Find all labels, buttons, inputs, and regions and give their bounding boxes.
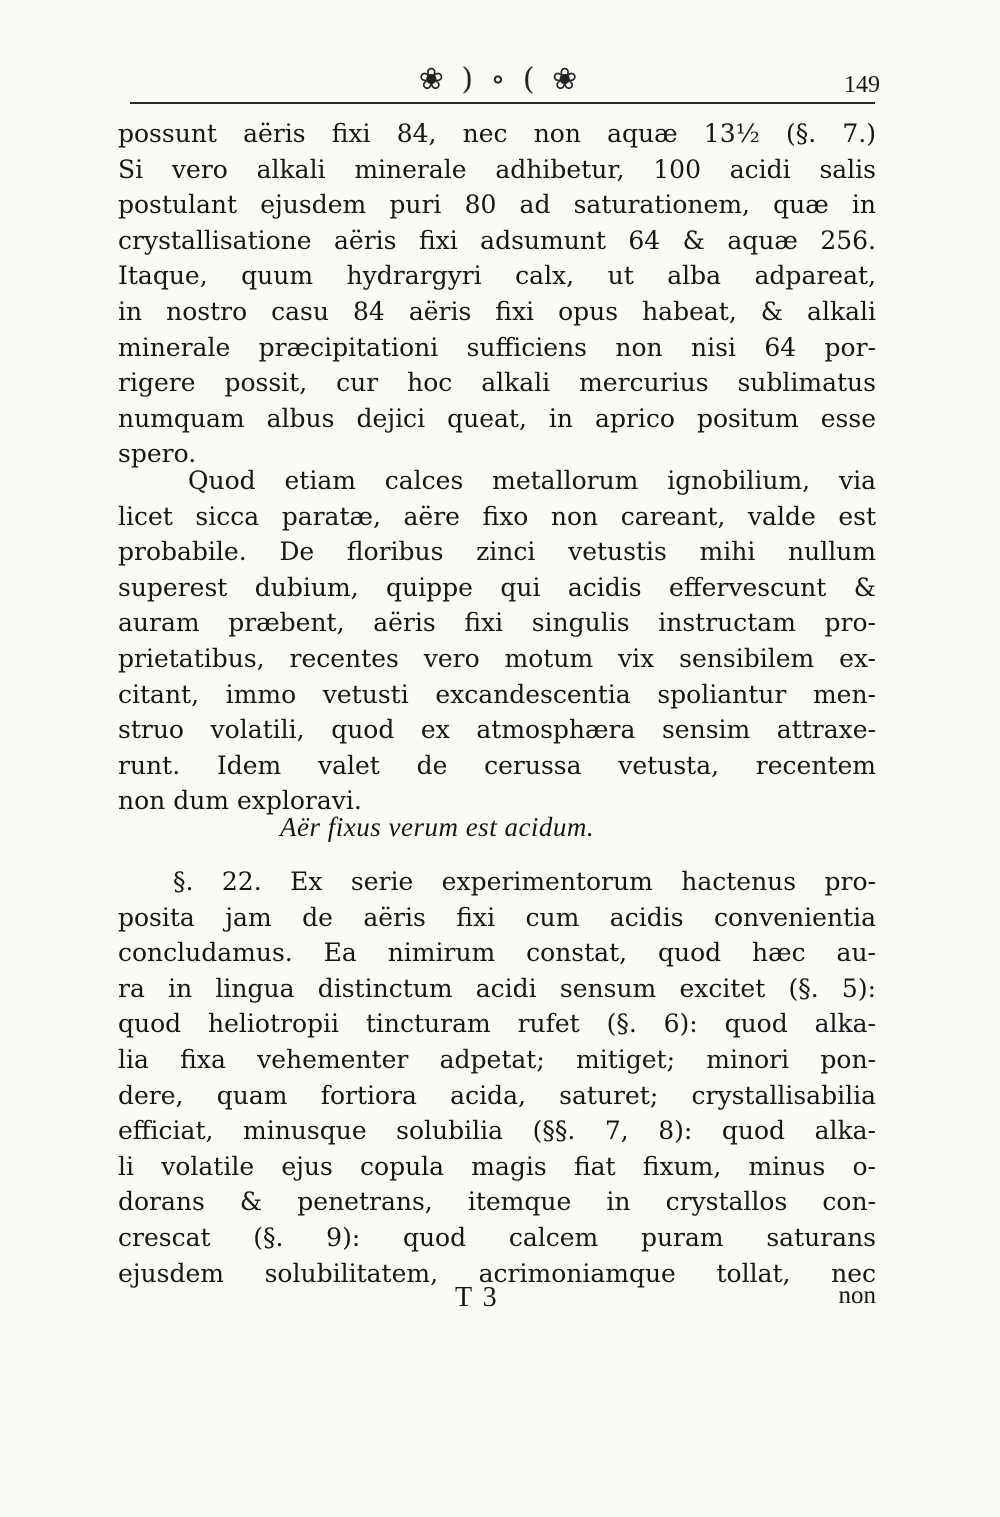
text-line: licet sicca paratæ, aëre fixo non careant, valde est: [118, 501, 876, 531]
text-line: crystallisatione aëris fixi adsumunt 64 & aquæ 256.: [118, 225, 876, 255]
text-line: Quod etiam calces metallorum ignobilium, via: [188, 466, 876, 495]
text-line: rigere possit, cur hoc alkali mercurius sublimatus: [118, 368, 876, 398]
section-heading: Aër fixus verum est acidum.: [280, 812, 595, 842]
text-line: in nostro casu 84 aëris fixi opus habeat, & alkali: [118, 296, 876, 326]
header-rule: [130, 102, 875, 104]
text-line: non dum exploravi.: [118, 786, 362, 816]
text-line: concludamus. Ea nimirum constat, quod hæc au-: [118, 938, 876, 968]
text-line: dorans & penetrans, itemque in crystallos con-: [118, 1187, 876, 1217]
text-line: Si vero alkali minerale adhibetur, 100 acidi salis: [118, 154, 876, 184]
text-line: auram præbent, aëris fixi singulis instructam pro-: [118, 608, 876, 638]
text-line: superest dubium, quippe qui acidis effervescunt &: [118, 572, 876, 602]
page-footer: [118, 1282, 876, 1322]
text-line: Itaque, quum hydrargyri calx, ut alba adpareat,: [118, 261, 876, 291]
text-line: li volatile ejus copula magis fiat fixum, minus o-: [118, 1151, 876, 1181]
text-line: minerale præcipitationi sufficiens non nisi 64 por-: [118, 332, 876, 362]
text-line: struo volatili, quod ex atmosphæra sensim attraxe-: [118, 715, 876, 745]
text-line: crescat (§. 9): quod calcem puram saturans: [118, 1222, 876, 1252]
text-line: possunt aëris fixi 84, nec non aquæ 13½ (§. 7.): [118, 119, 876, 148]
page-number: 149: [844, 72, 880, 98]
text-line: runt. Idem valet de cerussa vetusta, recentem: [118, 750, 876, 780]
text-line: posita jam de aëris fixi cum acidis convenientia: [118, 902, 876, 932]
header-ornament: ❀ ) ∘ ( ❀: [418, 62, 582, 97]
text-line: ejusdem solubilitatem, acrimoniamque tollat, nec: [118, 1258, 876, 1288]
text-line: quod heliotropii tincturam rufet (§. 6): quod alka-: [118, 1009, 876, 1039]
text-line: lia fixa vehementer adpetat; mitiget; minori pon-: [118, 1044, 876, 1074]
paragraph-1: [118, 116, 876, 472]
text-line: prietatibus, recentes vero motum vix sensibilem ex-: [118, 643, 876, 673]
catchword: non: [838, 1282, 876, 1309]
text-line: citant, immo vetusti excandescentia spoliantur men-: [118, 679, 876, 709]
text-line: postulant ejusdem puri 80 ad saturationem, quæ in: [118, 190, 876, 220]
text-line: ra in lingua distinctum acidi sensum excitet (§. 5):: [118, 973, 876, 1003]
text-line: probabile. De floribus zinci vetustis mihi nullum: [118, 537, 876, 567]
text-line: spero.: [118, 439, 197, 469]
text-line: efficiat, minusque solubilia (§§. 7, 8): quod alka-: [118, 1116, 876, 1146]
text-line: §. 22. Ex serie experimentorum hactenus pro-: [173, 867, 876, 896]
paragraph-2: [118, 463, 876, 819]
signature-mark: T 3: [455, 1282, 499, 1313]
paragraph-3: [118, 864, 876, 1291]
page-header: [120, 62, 880, 104]
text-line: numquam albus dejici queat, in aprico positum esse: [118, 403, 876, 433]
text-line: dere, quam fortiora acida, saturet; crystallisabilia: [118, 1080, 876, 1110]
